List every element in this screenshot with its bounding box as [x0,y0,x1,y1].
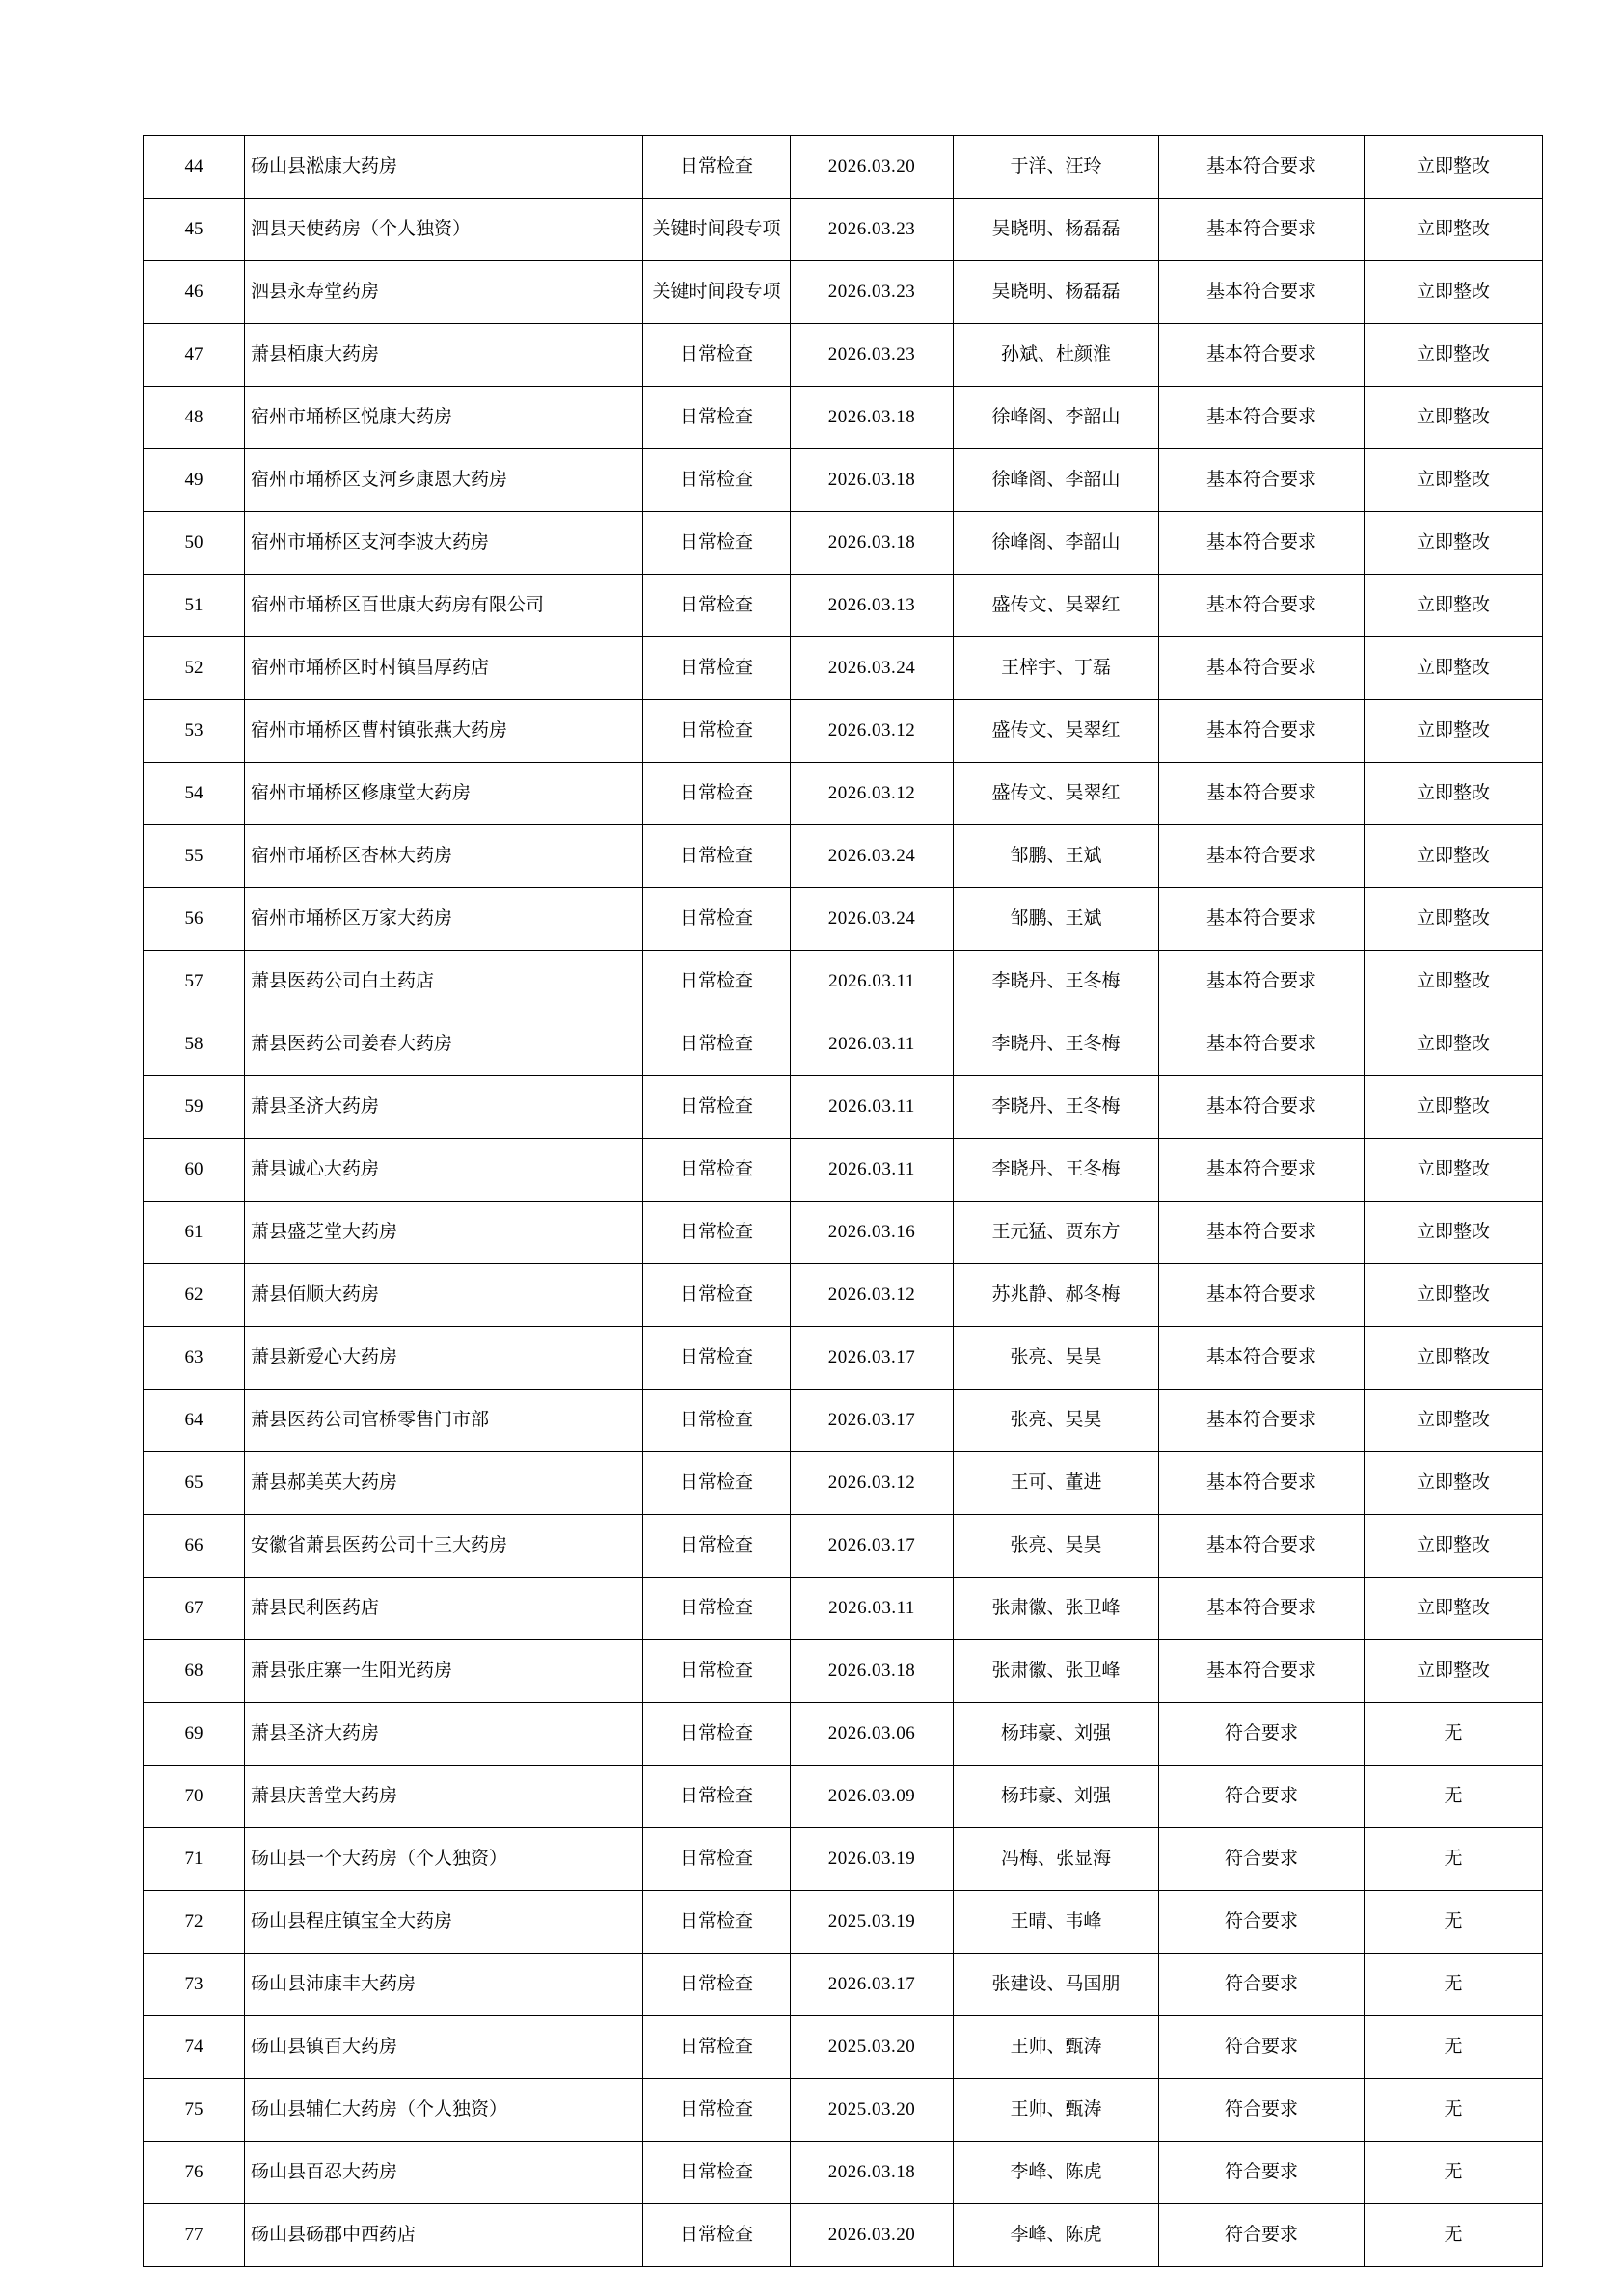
cell-result: 符合要求 [1159,1766,1365,1828]
cell-result: 基本符合要求 [1159,637,1365,700]
cell-unit-name: 萧县诚心大药房 [245,1139,643,1202]
table-row [144,1828,1543,1891]
cell-inspection-type: 日常检查 [643,1891,791,1954]
cell-unit-name: 萧县医药公司白土药店 [245,951,643,1013]
cell-index: 63 [144,1327,245,1390]
cell-action: 立即整改 [1365,449,1543,512]
table-row [144,700,1543,763]
cell-index: 44 [144,136,245,199]
cell-unit-name: 萧县医药公司官桥零售门市部 [245,1390,643,1452]
cell-result: 基本符合要求 [1159,449,1365,512]
table-row [144,1013,1543,1076]
cell-result: 基本符合要求 [1159,1076,1365,1139]
cell-inspectors: 王帅、甄涛 [954,2079,1159,2142]
cell-action: 无 [1365,1891,1543,1954]
cell-result: 基本符合要求 [1159,575,1365,637]
cell-inspection-type: 日常检查 [643,1954,791,2016]
cell-index: 66 [144,1515,245,1578]
cell-unit-name: 宿州市埇桥区悦康大药房 [245,387,643,449]
cell-action: 立即整改 [1365,1264,1543,1327]
cell-unit-name: 砀山县砀郡中西药店 [245,2204,643,2267]
cell-inspection-date: 2026.03.20 [791,2204,954,2267]
cell-inspection-date: 2026.03.24 [791,637,954,700]
cell-inspectors: 王帅、甄涛 [954,2016,1159,2079]
cell-index: 47 [144,324,245,387]
cell-unit-name: 泗县天使药房（个人独资） [245,199,643,261]
cell-unit-name: 宿州市埇桥区杏林大药房 [245,825,643,888]
cell-inspectors: 张肃徽、张卫峰 [954,1578,1159,1640]
table-row [144,1139,1543,1202]
cell-inspectors: 王可、董进 [954,1452,1159,1515]
cell-result: 基本符合要求 [1159,1452,1365,1515]
cell-action: 立即整改 [1365,825,1543,888]
cell-inspection-date: 2026.03.12 [791,700,954,763]
cell-unit-name: 萧县郝美英大药房 [245,1452,643,1515]
cell-result: 基本符合要求 [1159,324,1365,387]
cell-unit-name: 萧县医药公司姜春大药房 [245,1013,643,1076]
cell-inspection-date: 2026.03.18 [791,2142,954,2204]
cell-unit-name: 萧县圣济大药房 [245,1076,643,1139]
cell-inspection-type: 日常检查 [643,324,791,387]
cell-result: 基本符合要求 [1159,1390,1365,1452]
cell-result: 基本符合要求 [1159,1202,1365,1264]
cell-unit-name: 宿州市埇桥区万家大药房 [245,888,643,951]
cell-inspection-date: 2026.03.23 [791,199,954,261]
cell-inspectors: 张亮、吴昊 [954,1515,1159,1578]
cell-inspection-date: 2026.03.06 [791,1703,954,1766]
cell-inspection-type: 日常检查 [643,1452,791,1515]
cell-action: 立即整改 [1365,199,1543,261]
cell-unit-name: 萧县庆善堂大药房 [245,1766,643,1828]
table-row [144,2016,1543,2079]
cell-index: 72 [144,1891,245,1954]
cell-inspection-date: 2026.03.11 [791,1076,954,1139]
table-row [144,2142,1543,2204]
cell-action: 立即整改 [1365,1139,1543,1202]
cell-result: 符合要求 [1159,2142,1365,2204]
cell-unit-name: 萧县圣济大药房 [245,1703,643,1766]
cell-inspectors: 邹鹏、王斌 [954,825,1159,888]
cell-inspection-type: 日常检查 [643,2142,791,2204]
cell-unit-name: 萧县栢康大药房 [245,324,643,387]
cell-inspection-type: 日常检查 [643,700,791,763]
cell-index: 62 [144,1264,245,1327]
cell-unit-name: 萧县张庄寨一生阳光药房 [245,1640,643,1703]
cell-action: 立即整改 [1365,888,1543,951]
cell-result: 基本符合要求 [1159,1515,1365,1578]
cell-inspection-date: 2026.03.24 [791,825,954,888]
cell-index: 73 [144,1954,245,2016]
cell-action: 立即整改 [1365,136,1543,199]
table-row [144,825,1543,888]
cell-inspection-type: 日常检查 [643,1264,791,1327]
cell-action: 立即整改 [1365,951,1543,1013]
cell-inspectors: 盛传文、吴翠红 [954,700,1159,763]
table-row [144,1578,1543,1640]
cell-inspection-type: 日常检查 [643,2016,791,2079]
cell-index: 76 [144,2142,245,2204]
cell-index: 56 [144,888,245,951]
cell-result: 基本符合要求 [1159,1640,1365,1703]
table-row [144,1327,1543,1390]
cell-inspection-type: 日常检查 [643,1828,791,1891]
cell-inspection-date: 2026.03.19 [791,1828,954,1891]
cell-action: 立即整改 [1365,1327,1543,1390]
cell-result: 基本符合要求 [1159,1264,1365,1327]
cell-result: 基本符合要求 [1159,512,1365,575]
cell-inspection-type: 日常检查 [643,1390,791,1452]
cell-result: 基本符合要求 [1159,199,1365,261]
cell-result: 基本符合要求 [1159,1139,1365,1202]
cell-inspection-date: 2026.03.18 [791,387,954,449]
cell-result: 基本符合要求 [1159,888,1365,951]
table-row [144,199,1543,261]
cell-unit-name: 宿州市埇桥区百世康大药房有限公司 [245,575,643,637]
cell-inspection-type: 日常检查 [643,1139,791,1202]
cell-index: 61 [144,1202,245,1264]
cell-inspectors: 盛传文、吴翠红 [954,575,1159,637]
cell-inspection-type: 日常检查 [643,951,791,1013]
cell-result: 基本符合要求 [1159,825,1365,888]
cell-unit-name: 萧县佰顺大药房 [245,1264,643,1327]
cell-inspection-date: 2026.03.18 [791,512,954,575]
table-row [144,1891,1543,1954]
cell-inspectors: 杨玮豪、刘强 [954,1703,1159,1766]
cell-inspectors: 于洋、汪玲 [954,136,1159,199]
table-row [144,2079,1543,2142]
cell-inspection-date: 2026.03.11 [791,951,954,1013]
cell-index: 53 [144,700,245,763]
cell-action: 立即整改 [1365,700,1543,763]
cell-unit-name: 砀山县镇百大药房 [245,2016,643,2079]
cell-unit-name: 砀山县辅仁大药房（个人独资） [245,2079,643,2142]
cell-action: 无 [1365,1766,1543,1828]
table-row [144,136,1543,199]
cell-inspection-date: 2026.03.13 [791,575,954,637]
cell-inspection-type: 日常检查 [643,449,791,512]
cell-unit-name: 萧县盛芝堂大药房 [245,1202,643,1264]
cell-inspection-date: 2026.03.23 [791,324,954,387]
cell-index: 67 [144,1578,245,1640]
cell-action: 立即整改 [1365,1013,1543,1076]
table-row [144,888,1543,951]
cell-inspection-date: 2026.03.12 [791,1264,954,1327]
cell-result: 符合要求 [1159,2016,1365,2079]
cell-result: 基本符合要求 [1159,261,1365,324]
cell-inspection-type: 关键时间段专项 [643,261,791,324]
cell-inspection-type: 日常检查 [643,1703,791,1766]
cell-inspection-date: 2026.03.20 [791,136,954,199]
cell-inspection-type: 日常检查 [643,1013,791,1076]
cell-inspectors: 孙斌、杜颜淮 [954,324,1159,387]
cell-action: 立即整改 [1365,1640,1543,1703]
table-row [144,261,1543,324]
cell-inspection-type: 日常检查 [643,1515,791,1578]
cell-unit-name: 萧县新爱心大药房 [245,1327,643,1390]
cell-inspection-type: 关键时间段专项 [643,199,791,261]
cell-index: 60 [144,1139,245,1202]
cell-inspectors: 张肃徽、张卫峰 [954,1640,1159,1703]
cell-inspection-date: 2026.03.12 [791,763,954,825]
cell-unit-name: 宿州市埇桥区支河李波大药房 [245,512,643,575]
cell-result: 符合要求 [1159,1954,1365,2016]
table-row [144,387,1543,449]
cell-unit-name: 萧县民利医药店 [245,1578,643,1640]
cell-index: 49 [144,449,245,512]
cell-result: 符合要求 [1159,1891,1365,1954]
cell-inspectors: 王晴、韦峰 [954,1891,1159,1954]
cell-inspectors: 苏兆静、郝冬梅 [954,1264,1159,1327]
cell-inspection-type: 日常检查 [643,637,791,700]
cell-result: 基本符合要求 [1159,1013,1365,1076]
cell-inspection-date: 2026.03.09 [791,1766,954,1828]
cell-index: 75 [144,2079,245,2142]
cell-result: 基本符合要求 [1159,1327,1365,1390]
cell-inspection-date: 2026.03.18 [791,449,954,512]
cell-unit-name: 砀山县沛康丰大药房 [245,1954,643,2016]
table-row [144,575,1543,637]
cell-index: 55 [144,825,245,888]
cell-action: 立即整改 [1365,1578,1543,1640]
cell-index: 59 [144,1076,245,1139]
cell-index: 52 [144,637,245,700]
cell-unit-name: 砀山县百忍大药房 [245,2142,643,2204]
table-row [144,1076,1543,1139]
cell-index: 69 [144,1703,245,1766]
cell-result: 符合要求 [1159,2079,1365,2142]
cell-inspectors: 杨玮豪、刘强 [954,1766,1159,1828]
cell-inspection-type: 日常检查 [643,888,791,951]
cell-inspection-type: 日常检查 [643,825,791,888]
cell-unit-name: 砀山县一个大药房（个人独资） [245,1828,643,1891]
cell-action: 立即整改 [1365,261,1543,324]
cell-action: 无 [1365,1703,1543,1766]
cell-result: 符合要求 [1159,1703,1365,1766]
cell-index: 71 [144,1828,245,1891]
cell-inspection-type: 日常检查 [643,1640,791,1703]
cell-action: 立即整改 [1365,387,1543,449]
cell-inspectors: 李晓丹、王冬梅 [954,951,1159,1013]
cell-inspection-type: 日常检查 [643,1766,791,1828]
cell-inspection-date: 2026.03.18 [791,1640,954,1703]
cell-inspectors: 张亮、吴昊 [954,1390,1159,1452]
cell-action: 无 [1365,2142,1543,2204]
cell-inspection-type: 日常检查 [643,512,791,575]
cell-action: 立即整改 [1365,1452,1543,1515]
cell-inspection-type: 日常检查 [643,2204,791,2267]
cell-result: 基本符合要求 [1159,136,1365,199]
cell-index: 58 [144,1013,245,1076]
table-row [144,763,1543,825]
cell-action: 立即整改 [1365,1076,1543,1139]
cell-index: 65 [144,1452,245,1515]
cell-inspectors: 邹鹏、王斌 [954,888,1159,951]
cell-inspection-type: 日常检查 [643,1202,791,1264]
cell-inspection-date: 2026.03.12 [791,1452,954,1515]
cell-unit-name: 砀山县程庄镇宝全大药房 [245,1891,643,1954]
cell-inspectors: 盛传文、吴翠红 [954,763,1159,825]
cell-unit-name: 泗县永寿堂药房 [245,261,643,324]
cell-action: 立即整改 [1365,324,1543,387]
cell-unit-name: 砀山县淞康大药房 [245,136,643,199]
cell-index: 68 [144,1640,245,1703]
cell-result: 符合要求 [1159,2204,1365,2267]
cell-action: 无 [1365,2079,1543,2142]
cell-index: 64 [144,1390,245,1452]
table-row [144,951,1543,1013]
cell-inspectors: 李晓丹、王冬梅 [954,1076,1159,1139]
cell-action: 立即整改 [1365,1390,1543,1452]
table-row [144,324,1543,387]
cell-index: 50 [144,512,245,575]
cell-action: 立即整改 [1365,1202,1543,1264]
table-row [144,1640,1543,1703]
cell-result: 基本符合要求 [1159,387,1365,449]
inspection-table [143,135,1543,2267]
cell-inspectors: 吴晓明、杨磊磊 [954,199,1159,261]
cell-index: 74 [144,2016,245,2079]
cell-inspection-type: 日常检查 [643,387,791,449]
cell-inspection-date: 2026.03.11 [791,1139,954,1202]
cell-inspection-type: 日常检查 [643,2079,791,2142]
table-body [144,136,1543,2267]
cell-inspection-date: 2026.03.23 [791,261,954,324]
cell-inspectors: 李峰、陈虎 [954,2204,1159,2267]
table-row [144,1452,1543,1515]
cell-action: 无 [1365,1828,1543,1891]
cell-inspection-date: 2026.03.17 [791,1515,954,1578]
cell-action: 无 [1365,2204,1543,2267]
cell-index: 54 [144,763,245,825]
cell-unit-name: 宿州市埇桥区支河乡康恩大药房 [245,449,643,512]
cell-inspection-date: 2026.03.17 [791,1954,954,2016]
cell-inspection-date: 2026.03.11 [791,1013,954,1076]
cell-action: 立即整改 [1365,575,1543,637]
cell-index: 57 [144,951,245,1013]
cell-unit-name: 安徽省萧县医药公司十三大药房 [245,1515,643,1578]
table-row [144,1390,1543,1452]
cell-index: 48 [144,387,245,449]
cell-inspection-date: 2026.03.17 [791,1327,954,1390]
cell-result: 符合要求 [1159,1828,1365,1891]
table-row [144,1264,1543,1327]
cell-unit-name: 宿州市埇桥区曹村镇张燕大药房 [245,700,643,763]
cell-inspectors: 张建设、马国朋 [954,1954,1159,2016]
table-row [144,2204,1543,2267]
table-row [144,1202,1543,1264]
table-row [144,1703,1543,1766]
cell-inspection-date: 2025.03.20 [791,2079,954,2142]
cell-inspectors: 徐峰阁、李韶山 [954,387,1159,449]
cell-inspectors: 王梓宇、丁磊 [954,637,1159,700]
cell-inspectors: 李峰、陈虎 [954,2142,1159,2204]
cell-inspectors: 徐峰阁、李韶山 [954,512,1159,575]
cell-index: 70 [144,1766,245,1828]
cell-inspectors: 冯梅、张显海 [954,1828,1159,1891]
cell-inspectors: 徐峰阁、李韶山 [954,449,1159,512]
cell-inspectors: 李晓丹、王冬梅 [954,1139,1159,1202]
cell-inspection-type: 日常检查 [643,763,791,825]
cell-inspection-type: 日常检查 [643,575,791,637]
cell-index: 77 [144,2204,245,2267]
cell-inspection-type: 日常检查 [643,1578,791,1640]
cell-unit-name: 宿州市埇桥区修康堂大药房 [245,763,643,825]
table-row [144,1954,1543,2016]
table-row [144,449,1543,512]
cell-action: 立即整改 [1365,512,1543,575]
cell-inspection-date: 2026.03.24 [791,888,954,951]
cell-index: 46 [144,261,245,324]
cell-inspection-type: 日常检查 [643,136,791,199]
cell-inspectors: 王元猛、贾东方 [954,1202,1159,1264]
cell-result: 基本符合要求 [1159,763,1365,825]
cell-index: 45 [144,199,245,261]
cell-inspectors: 吴晓明、杨磊磊 [954,261,1159,324]
cell-inspection-date: 2025.03.20 [791,2016,954,2079]
cell-inspection-date: 2026.03.11 [791,1578,954,1640]
cell-inspection-date: 2025.03.19 [791,1891,954,1954]
cell-action: 无 [1365,2016,1543,2079]
cell-result: 基本符合要求 [1159,951,1365,1013]
cell-inspection-type: 日常检查 [643,1076,791,1139]
cell-inspectors: 张亮、吴昊 [954,1327,1159,1390]
cell-result: 基本符合要求 [1159,1578,1365,1640]
table-row [144,1515,1543,1578]
cell-result: 基本符合要求 [1159,700,1365,763]
cell-action: 立即整改 [1365,763,1543,825]
table-row [144,1766,1543,1828]
cell-index: 51 [144,575,245,637]
table-row [144,637,1543,700]
cell-action: 立即整改 [1365,637,1543,700]
cell-inspection-date: 2026.03.16 [791,1202,954,1264]
cell-inspection-date: 2026.03.17 [791,1390,954,1452]
cell-unit-name: 宿州市埇桥区时村镇昌厚药店 [245,637,643,700]
cell-action: 立即整改 [1365,1515,1543,1578]
cell-inspectors: 李晓丹、王冬梅 [954,1013,1159,1076]
cell-action: 无 [1365,1954,1543,2016]
table-row [144,512,1543,575]
cell-inspection-type: 日常检查 [643,1327,791,1390]
